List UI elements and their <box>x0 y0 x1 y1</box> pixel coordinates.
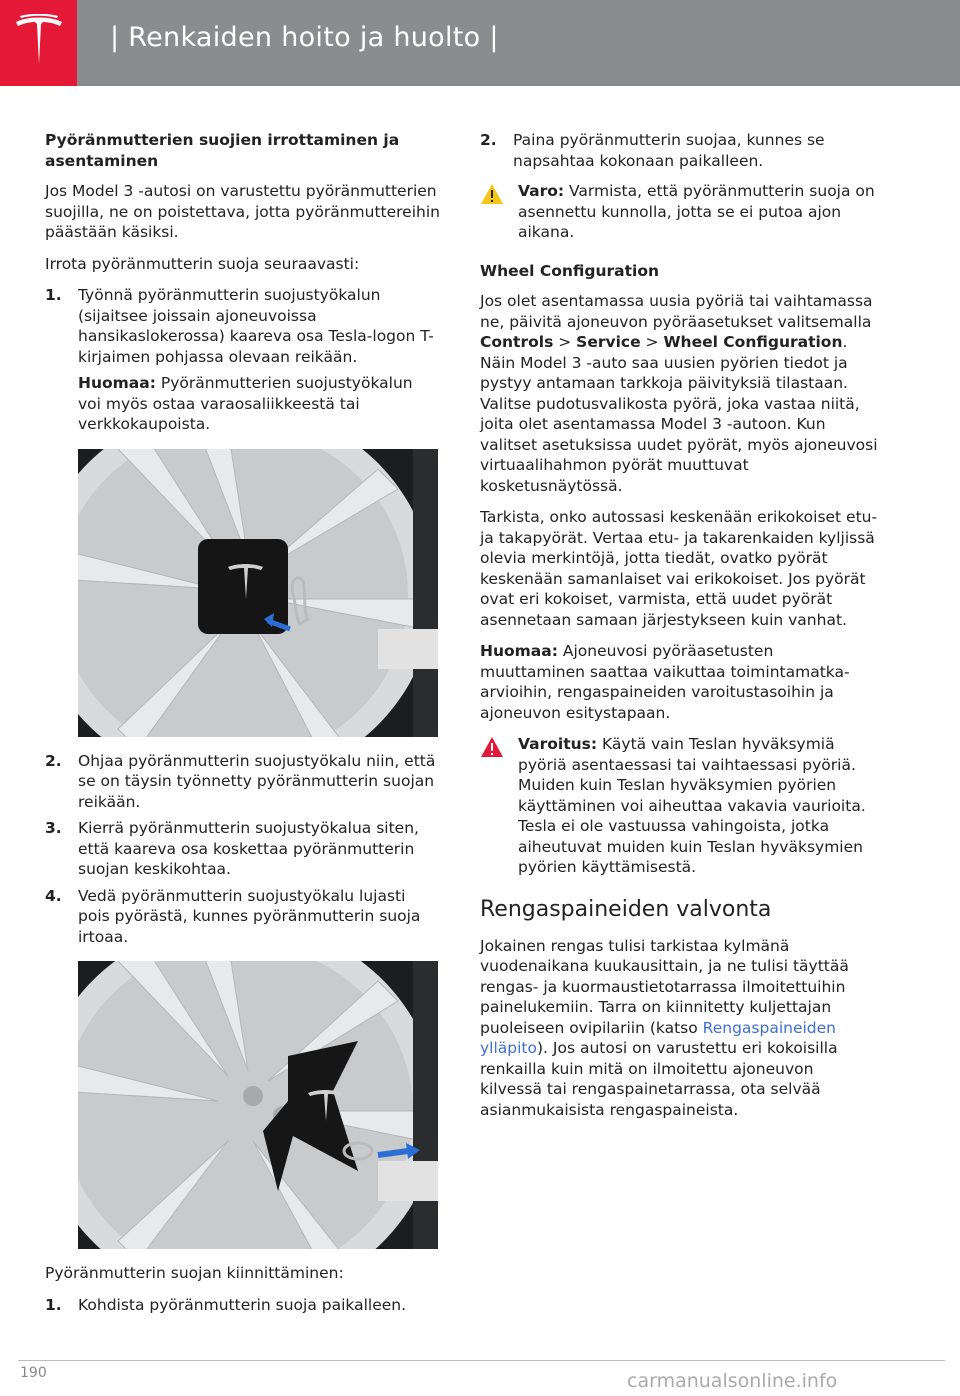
step-number: 4. <box>45 886 62 905</box>
warning-label: Varoitus: <box>518 735 598 753</box>
step-number: 3. <box>45 819 62 837</box>
caution-label: Varo: <box>518 182 565 200</box>
note-text: Ajoneuvosi pyöräasetusten muuttaminen saattaa vaikuttaa toimintamatka-arvioihin, rengaspaineiden varoitustasoihin ja ajoneuvon esitystapaan. <box>480 642 850 722</box>
intro-paragraph: Jos Model 3 -autosi on varustettu pyöränmutterien suojilla, ne on poistettava, jotta pyöränmuttereihin päästään käsiksi. <box>45 182 440 241</box>
caution-icon <box>480 181 518 243</box>
step-text: Ohjaa pyöränmutterin suojustyökalu niin, että se on täysin työnnetty pyöränmutterin suojan reikään. <box>78 751 436 811</box>
remove-intro: Irrota pyöränmutterin suoja seuraavasti: <box>45 254 360 273</box>
step-number: 2. <box>45 751 62 770</box>
tpms-link[interactable]: Rengaspaineiden ylläpito <box>480 1018 837 1057</box>
step-2 <box>45 751 440 813</box>
step-text: Kierrä pyöränmutterin suojustyökalua siten, että kaareva osa koskettaa pyöränmutterin suojan keskikohtaa. <box>78 819 419 878</box>
warning-icon <box>480 734 518 878</box>
right-column <box>480 130 880 1131</box>
watermark: carmanualsonline.info <box>627 1370 838 1392</box>
wheel-photo-cover-removal <box>78 961 438 1249</box>
step-4 <box>45 886 440 948</box>
wheel-illustration-1 <box>78 449 438 737</box>
note <box>480 641 880 723</box>
note-text: Pyöränmutterien suojustyökalun voi myös ostaa varaosaliikkeestä tai verkkokaupoista. <box>78 374 413 433</box>
page-header <box>0 0 960 86</box>
step-text: Kohdista pyöränmutterin suoja paikalleen. <box>78 1295 407 1314</box>
caution-box <box>480 181 880 243</box>
page-number: 190 <box>20 1365 47 1381</box>
caution-text: Varmista, että pyöränmutterin suoja on asennettu kunnolla, jotta se ei putoa ajon aikana. <box>518 182 875 241</box>
wheel-config-paragraph: Jos olet asentamassa uusia pyöriä tai vaihtamassa ne, päivitä ajoneuvon pyöräasetukset valitsemalla Controls > Service > Wheel Configuration. Näin Model 3 -auto saa uusien pyörien tiedot ja pystyy antamaan tarkkoja päivityksiä tilastaan. Valitse pudotusvalikosta pyörä, joka vastaa niitä, joita olet asentamassa Model 3 -autoon. Kun valitset asetuksissa uudet pyörät, myös ajoneuvosi virtuaalihahmon pyörät muuttuvat kosketusnäytössä. <box>480 292 878 495</box>
tpms-heading: Rengaspaineiden valvonta <box>480 896 772 922</box>
step-number: 2. <box>480 131 497 149</box>
step-text: Vedä pyöränmutterin suojustyökalu lujasti pois pyörästä, kunnes pyöränmutterin suoja irtoaa. <box>78 886 421 946</box>
wheel-photo-tool-insert <box>78 449 438 737</box>
step-1 <box>45 285 440 367</box>
footer-divider <box>18 1360 945 1361</box>
wheel-config-heading: Wheel Configuration <box>480 261 660 280</box>
tesla-logo-icon <box>14 14 64 72</box>
warning-text: Käytä vain Teslan hyväksymiä pyöriä asentaessasi tai vaihtaessasi pyöriä. Muiden kuin Teslan hyväksymien pyörien käyttäminen voi aiheuttaa vakavia vaurioita. Tesla ei ole vastuussa vahingoista, jotka aiheutuvat muiden kuin Teslan hyväksymien pyörien käyttämisestä. <box>518 735 866 876</box>
note <box>78 373 440 435</box>
note-label: Huomaa: <box>480 642 558 660</box>
install-intro: Pyöränmutterin suojan kiinnittäminen: <box>45 1264 344 1282</box>
tesla-logo <box>0 0 77 86</box>
left-column <box>45 130 440 1321</box>
page-title: | Renkaiden hoito ja huolto | <box>110 22 499 53</box>
step-number: 1. <box>45 1295 62 1314</box>
step-text: Työnnä pyöränmutterin suojustyökalun (sijaitsee joissain ajoneuvoissa hansikaslokerossa) kaareva osa Tesla-logon T-kirjaimen pohjassa olevaan reikään. <box>78 286 434 366</box>
section-heading: Pyöränmutterien suojien irrottaminen ja asentaminen <box>45 131 400 170</box>
warning-box <box>480 734 880 878</box>
wheel-illustration-2 <box>78 961 438 1249</box>
step-3 <box>45 818 440 880</box>
wheel-size-paragraph: Tarkista, onko autossasi keskenään erikokoiset etu- ja takapyörät. Vertaa etu- ja takarenkaiden kyljissä olevia merkintöjä, jotta tiedät, ovatko pyörät keskenään samanlaiset vai erikokoiset. Jos pyörät ovat eri kokoiset, varmista, että uudet pyörät asennetaan samaan järjestykseen kuin vanhat. <box>480 508 878 629</box>
install-step-1 <box>45 1295 440 1316</box>
note-label: Huomaa: <box>78 374 156 392</box>
tpms-paragraph: Jokainen rengas tulisi tarkistaa kylmänä vuodenaikana kuukausittain, ja ne tulisi täyttää rengas- ja kuormaustietotarrassa ilmoitettuihin painelukemiin. Tarra on kiinnitetty kuljettajan puoleiseen ovipilariin (katso Rengaspaineiden ylläpito). Jos autosi on varustettu eri kokoisilla renkailla kuin mitä on ilmoitettu ajoneuvon kilvessä tai rengaspainetarrassa, ota selvää asianmukaisista rengaspaineista. <box>480 936 849 1119</box>
install-step-2 <box>480 130 880 171</box>
step-number: 1. <box>45 286 62 304</box>
step-text: Paina pyöränmutterin suojaa, kunnes se napsahtaa kokonaan paikalleen. <box>513 131 825 170</box>
